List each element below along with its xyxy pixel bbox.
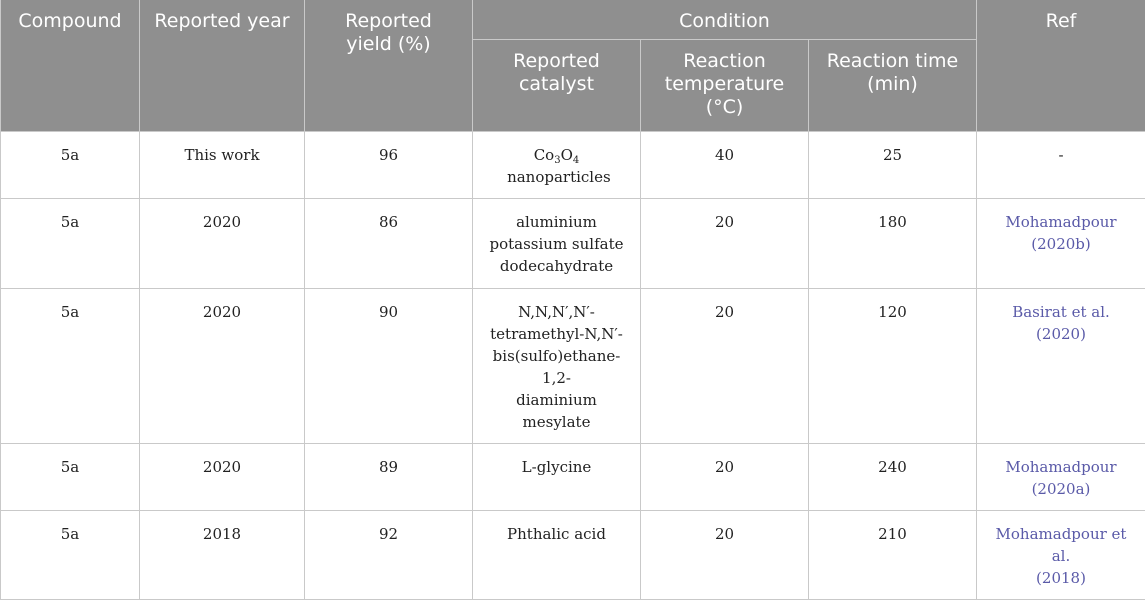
cell-catalyst: aluminium potassium sulfate dodecahydrate [473,199,641,289]
catalyst-subscript-3: 3 [554,155,560,166]
cell-catalyst: Phthalic acid [473,511,641,600]
cell-yield: 86 [305,199,473,289]
header-row-top [1,0,1145,40]
cell-catalyst: L-glycine [473,444,641,511]
cell-year: This work [140,132,305,199]
cell-compound: 5a [1,289,140,444]
cell-compound: 5a [1,132,140,199]
ref-link[interactable]: Mohamadpour (2020b) [977,199,1145,289]
header-condition: Condition [473,0,977,40]
cell-time: 120 [809,289,977,444]
cell-year: 2020 [140,289,305,444]
cell-time: 180 [809,199,977,289]
table-row [1,511,1145,600]
cell-temperature: 20 [641,511,809,600]
header-reaction-time: Reaction time (min) [809,40,977,132]
cell-yield: 92 [305,511,473,600]
cell-time: 240 [809,444,977,511]
cell-yield: 89 [305,444,473,511]
ref-link[interactable]: Mohamadpour et al. (2018) [977,511,1145,600]
table-row [1,289,1145,444]
header-ref: Ref [977,0,1145,132]
header-reported-year: Reported year [140,0,305,132]
table-row [1,444,1145,511]
table-row [1,132,1145,199]
table-row [1,199,1145,289]
cell-temperature: 40 [641,132,809,199]
cell-temperature: 20 [641,444,809,511]
ref-link[interactable]: Basirat et al. (2020) [977,289,1145,444]
cell-year: 2020 [140,444,305,511]
cell-time: 210 [809,511,977,600]
cell-yield: 96 [305,132,473,199]
catalyst-formula-o: O [561,146,573,164]
header-compound: Compound [1,0,140,132]
catalyst-formula-tail: nanoparticles [502,168,610,186]
catalyst-formula-co: Co [534,146,555,164]
ref-link[interactable]: Mohamadpour (2020a) [977,444,1145,511]
header-reported-catalyst: Reported catalyst [473,40,641,132]
cell-compound: 5a [1,199,140,289]
catalyst-subscript-4: 4 [573,155,579,166]
header-reported-yield: Reported yield (%) [305,0,473,132]
cell-ref: - [977,132,1145,199]
cell-temperature: 20 [641,199,809,289]
cell-year: 2020 [140,199,305,289]
cell-catalyst [473,132,641,199]
cell-yield: 90 [305,289,473,444]
cell-compound: 5a [1,444,140,511]
cell-time: 25 [809,132,977,199]
cell-catalyst: N,N,N′,N′- tetramethyl-N,N′- bis(sulfo)ethane-1,2- diaminium mesylate [473,289,641,444]
cell-compound: 5a [1,511,140,600]
header-reaction-temperature: Reaction temperature (°C) [641,40,809,132]
cell-temperature: 20 [641,289,809,444]
cell-year: 2018 [140,511,305,600]
